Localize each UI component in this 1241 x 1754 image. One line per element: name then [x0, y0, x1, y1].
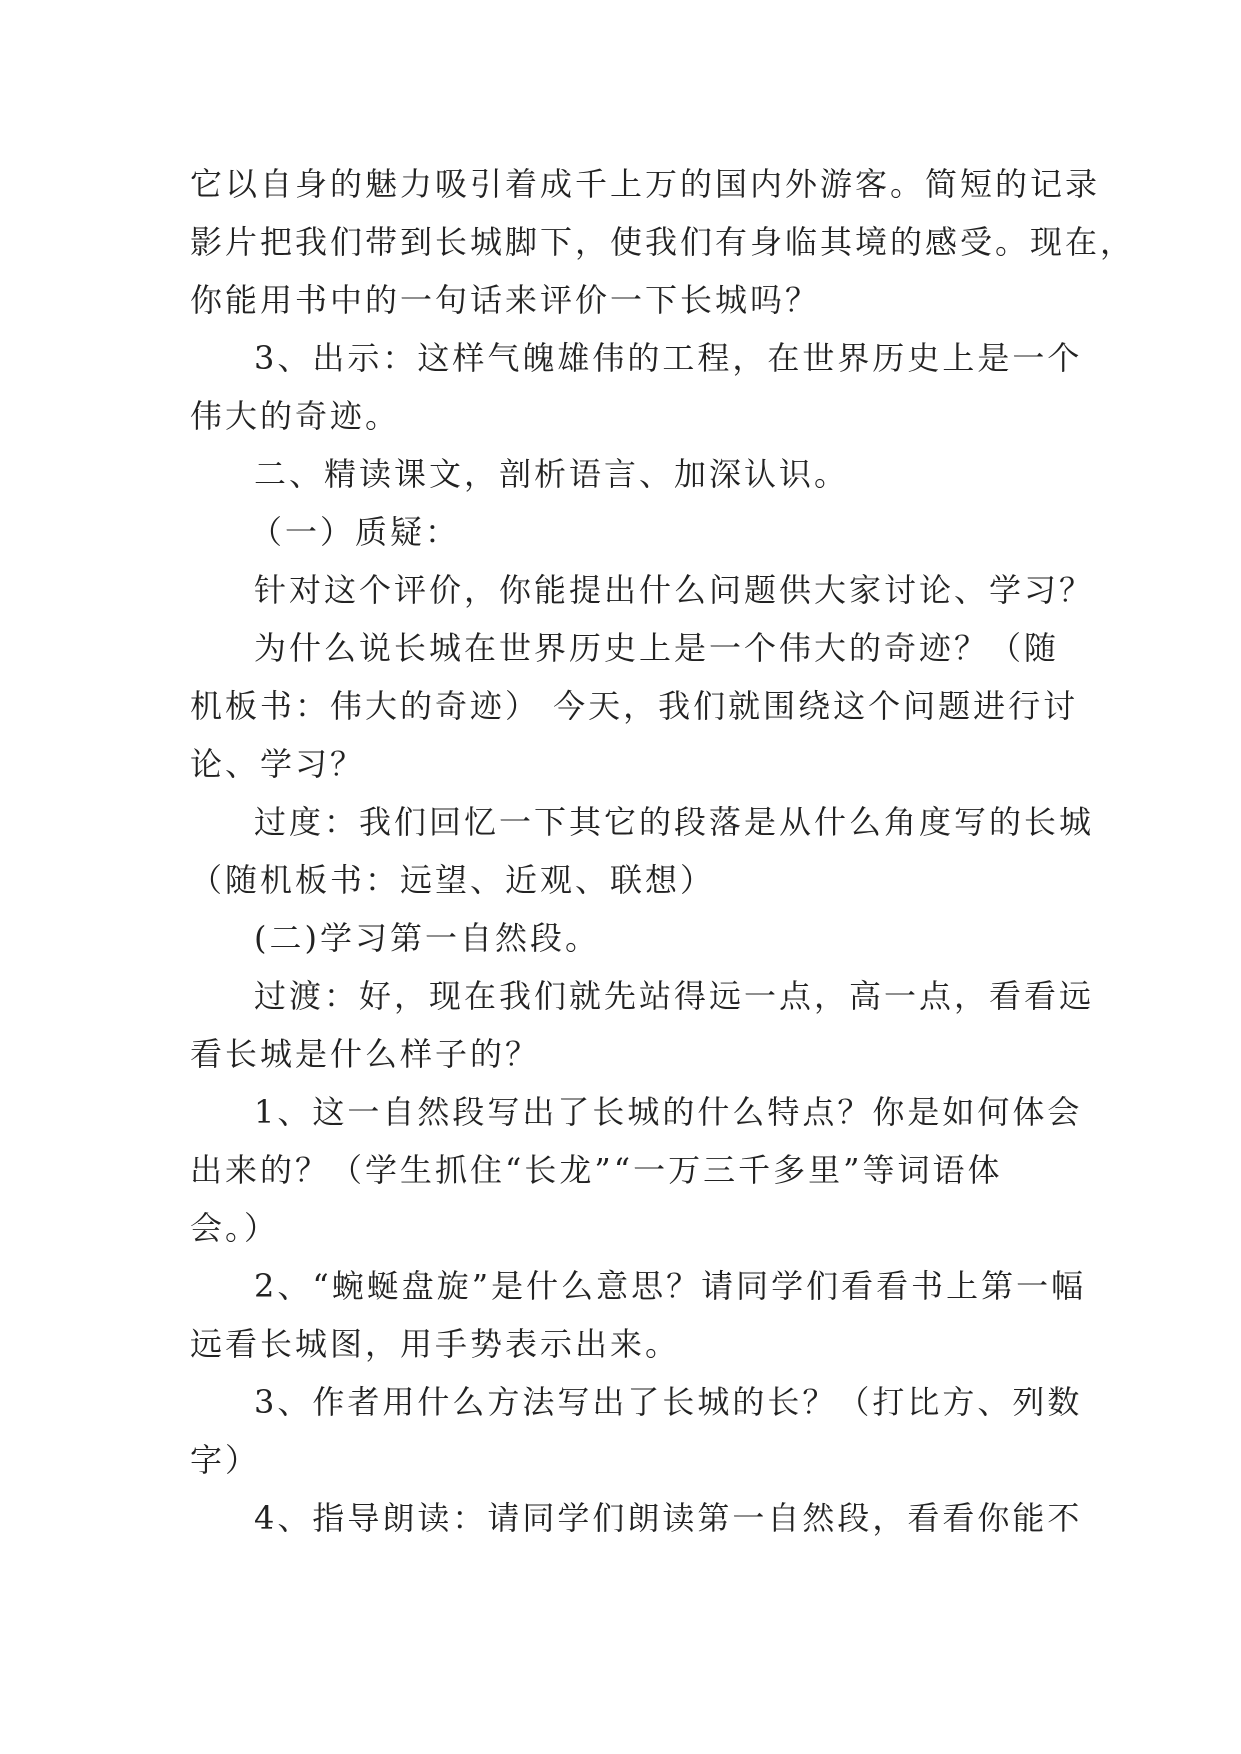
- text-line: 你能用书中的一句话来评价一下长城吗？: [190, 281, 821, 319]
- section-heading: 二、精读课文，剖析语言、加深认识。: [254, 455, 850, 493]
- text-line: 出来的？（学生抓住“长龙”“一万三千多里”等词语体: [190, 1151, 1003, 1189]
- text-line: 过渡：好，现在我们就先站得远一点，高一点，看看远: [254, 977, 1095, 1015]
- text-line: 3、出示：这样气魄雄伟的工程，在世界历史上是一个: [254, 339, 1083, 377]
- text-line: 过度：我们回忆一下其它的段落是从什么角度写的长城: [254, 803, 1095, 841]
- subsection-heading: （一）质疑：: [250, 513, 461, 551]
- text-line: 会。）: [190, 1209, 280, 1247]
- text-line: 论、学习？: [190, 745, 366, 783]
- text-line: 2、“蜿蜒盘旋”是什么意思？请同学们看看书上第一幅: [254, 1267, 1087, 1305]
- text-line: 影片把我们带到长城脚下，使我们有身临其境的感受。现在，: [190, 223, 1136, 261]
- text-line: 伟大的奇迹。: [190, 397, 401, 435]
- subsection-heading: (二)学习第一自然段。: [254, 919, 600, 957]
- document-body: [190, 155, 1136, 1547]
- text-line: 针对这个评价，你能提出什么问题供大家讨论、学习？: [254, 571, 1095, 609]
- text-line: 看长城是什么样子的？: [190, 1035, 541, 1073]
- text-line: 3、作者用什么方法写出了长城的长？（打比方、列数: [254, 1383, 1083, 1421]
- text-line: （随机板书：远望、近观、联想）: [190, 861, 716, 899]
- text-line: 它以自身的魅力吸引着成千上万的国内外游客。简短的记录: [190, 165, 1101, 203]
- text-line: 字）: [190, 1441, 261, 1479]
- text-line: 1、这一自然段写出了长城的什么特点？你是如何体会: [254, 1093, 1083, 1131]
- text-line: 远看长城图，用手势表示出来。: [190, 1325, 681, 1363]
- text-line: 机板书：伟大的奇迹） 今天，我们就围绕这个问题进行讨: [190, 687, 1079, 725]
- text-line: 为什么说长城在世界历史上是一个伟大的奇迹？（随: [254, 629, 1060, 667]
- text-line: 4、指导朗读：请同学们朗读第一自然段，看看你能不: [254, 1499, 1083, 1537]
